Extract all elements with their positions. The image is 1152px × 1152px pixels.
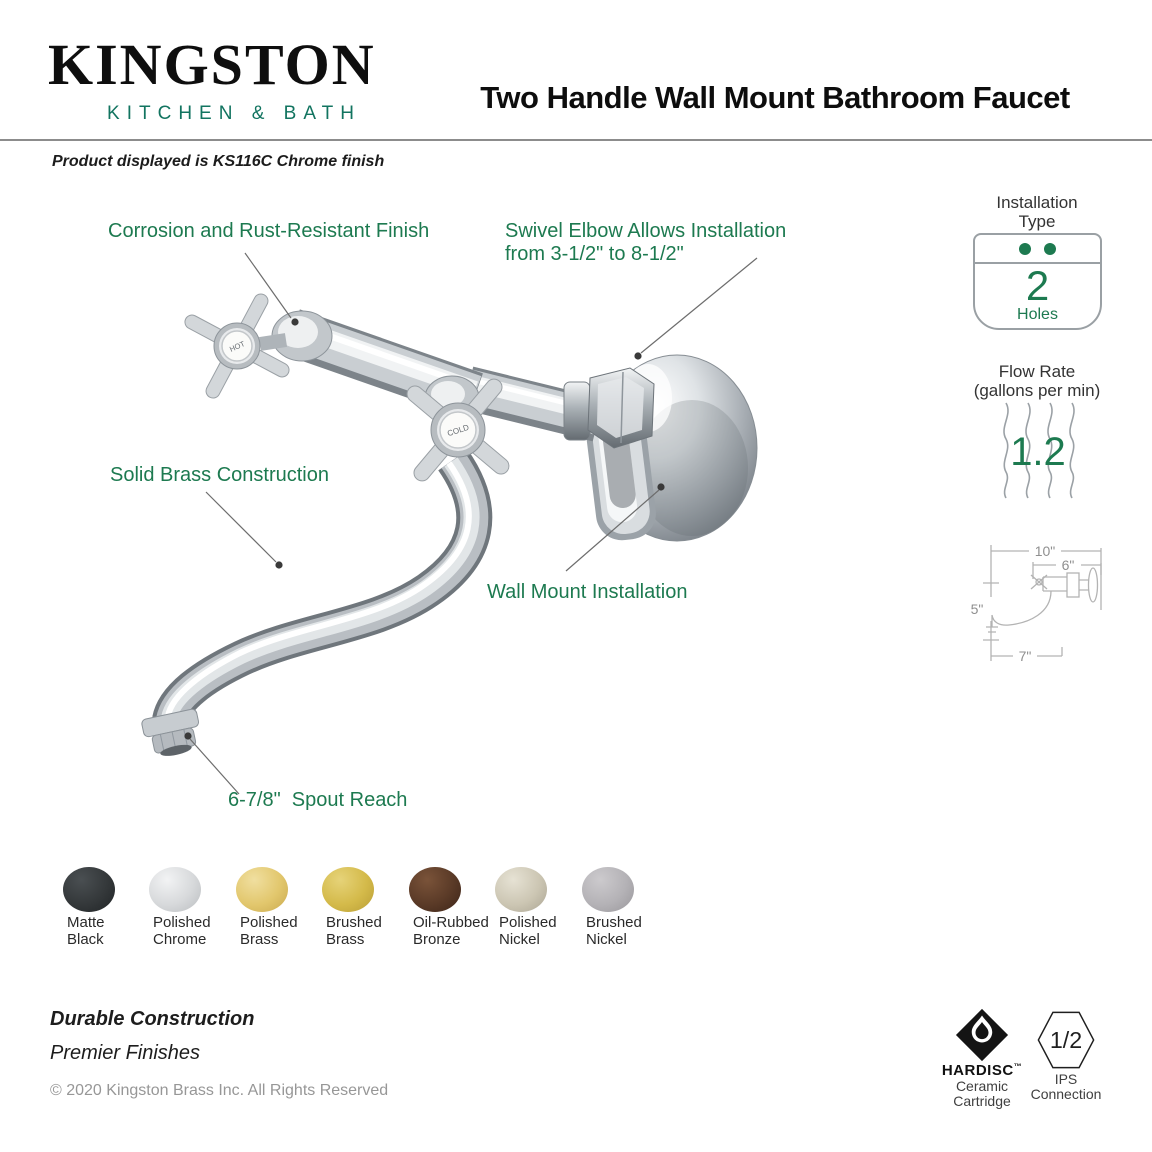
flow-rate-value: 1.2 [1010, 430, 1066, 474]
leader-solid-brass [206, 492, 276, 562]
footer-durable: Durable Construction [50, 1008, 255, 1030]
leader-dot-corrosion [291, 318, 298, 325]
dimension-diagram [955, 535, 1152, 670]
annotation-swivel-line1: Swivel Elbow Allows Installation [505, 220, 787, 242]
leader-spout-reach [190, 739, 239, 794]
sink-holes-icon [973, 233, 1102, 330]
copyright: © 2020 Kingston Brass Inc. All Rights Reserved [50, 1082, 389, 1099]
installation-type-heading [962, 193, 1112, 231]
dim-label-10: 10" [1034, 543, 1056, 559]
hardisc-diamond-icon [954, 1008, 1010, 1062]
hardisc-name: HARDISC™ [941, 1062, 1023, 1079]
swatch-label-oil-rubbed-bronze: Oil-Rubbed Bronze [413, 914, 489, 948]
swatch-label-brushed-nickel: Brushed Nickel [586, 914, 642, 948]
installation-heading-line1: Installation [996, 193, 1078, 212]
swatch-matte-black [63, 867, 115, 912]
swatch-polished-chrome [149, 867, 201, 912]
swatch-label-brushed-brass: Brushed Brass [326, 914, 382, 948]
annotation-wall-mount: Wall Mount Installation [487, 581, 688, 603]
flow-rate-heading-line2: (gallons per min) [973, 381, 1101, 400]
swatch-label-polished-nickel: Polished Nickel [499, 914, 557, 948]
swatch-brushed-brass [322, 867, 374, 912]
cold-button-label: COLD [446, 422, 471, 439]
annotation-corrosion: Corrosion and Rust-Resistant Finish [108, 220, 430, 242]
dim-label-7: 7" [1018, 648, 1032, 664]
sketch-flange [1089, 568, 1098, 602]
holes-count: 2 [1025, 262, 1050, 309]
swatch-label-polished-brass: Polished Brass [240, 914, 298, 948]
swatch-polished-brass [236, 867, 288, 912]
leader-swivel [641, 258, 757, 353]
hole-dot-2 [1044, 243, 1056, 255]
flow-rate-heading-line1: Flow Rate [998, 362, 1076, 381]
installation-heading-line2: Type [1018, 212, 1056, 231]
page-title: Two Handle Wall Mount Bathroom Faucet [480, 80, 1070, 115]
flow-rate-heading [952, 362, 1122, 400]
sink-deck-band [975, 235, 1100, 264]
hardisc-label: Ceramic Cartridge [953, 1078, 1011, 1109]
swatch-polished-nickel [495, 867, 547, 912]
leader-dot-solid-brass [275, 561, 282, 568]
leader-dot-wall-mount [657, 483, 664, 490]
sketch-nut [1067, 573, 1079, 597]
dim-label-5: 5" [970, 601, 984, 617]
annotation-swivel-line2: from 3-1/2" to 8-1/2" [505, 243, 684, 265]
brand-wordmark: KINGSTON [48, 32, 376, 97]
ips-value: 1/2 [1049, 1027, 1083, 1053]
ips-label: IPS Connection [1030, 1071, 1102, 1102]
swatch-label-polished-chrome: Polished Chrome [153, 914, 211, 948]
product-note: Product displayed is KS116C Chrome finish [52, 153, 385, 170]
ips-hexagon-icon [1034, 1008, 1098, 1072]
hot-button-label: HOT [228, 339, 247, 354]
sketch-spout [986, 591, 1051, 632]
annotation-spout-reach: 6-7/8" Spout Reach [228, 789, 408, 811]
dim-label-6: 6" [1061, 557, 1075, 573]
leader-corrosion [245, 253, 291, 318]
ips-badge [1008, 1008, 1124, 1102]
annotation-solid-brass: Solid Brass Construction [110, 464, 329, 486]
leader-dot-spout-reach [184, 732, 191, 739]
swatch-oil-rubbed-bronze [409, 867, 461, 912]
leader-wall-mount [566, 490, 659, 571]
swatch-brushed-nickel [582, 867, 634, 912]
brand-tagline: KITCHEN & BATH [107, 103, 361, 124]
holes-label: Holes [1017, 306, 1058, 323]
hole-dot-1 [1019, 243, 1031, 255]
leader-dot-swivel [634, 352, 641, 359]
swatch-label-matte-black: Matte Black [67, 914, 105, 948]
footer-premier: Premier Finishes [50, 1042, 201, 1064]
